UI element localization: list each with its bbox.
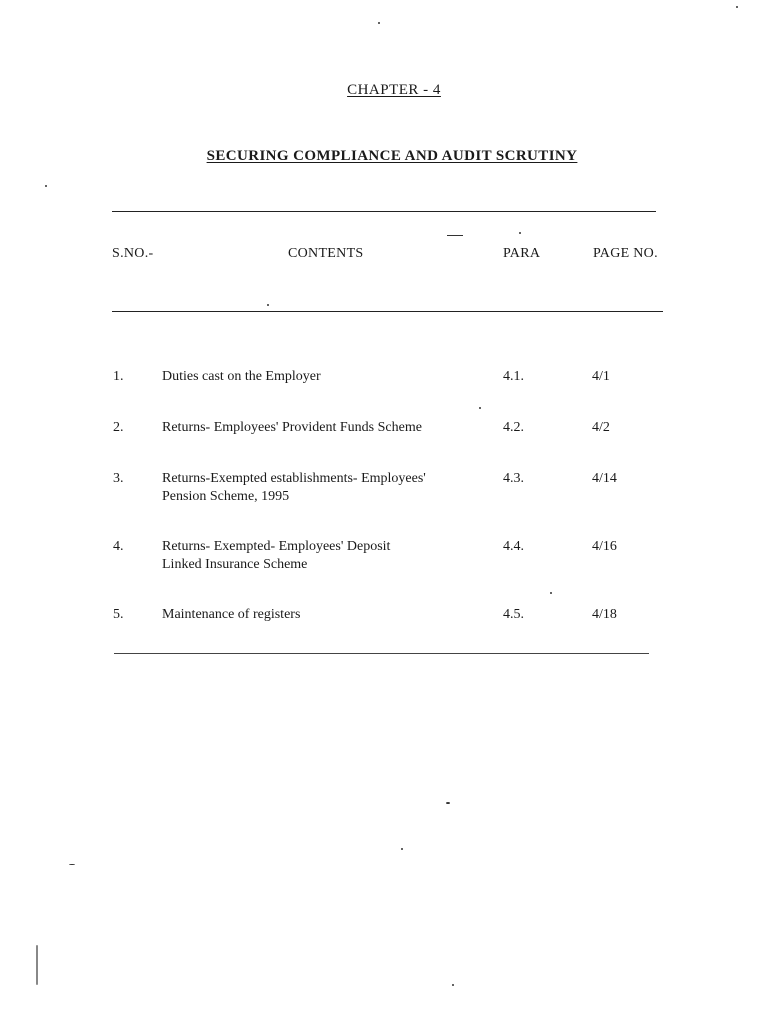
header-contents: CONTENTS — [288, 246, 364, 261]
scan-speck — [401, 848, 403, 850]
row-contents: Duties cast on the Employer — [162, 369, 321, 384]
scan-speck — [550, 592, 552, 594]
row-page-no: 4/2 — [592, 420, 610, 435]
header-page-no: PAGE NO. — [593, 246, 658, 261]
chapter-title-text: SECURING COMPLIANCE AND AUDIT SCRUTINY — [206, 148, 578, 164]
scan-speck — [736, 6, 738, 8]
row-contents-line-2: Linked Insurance Scheme — [162, 557, 308, 572]
row-para: 4.5. — [503, 607, 524, 622]
row-para: 4.2. — [503, 420, 524, 435]
row-sno: 4. — [113, 539, 124, 554]
scan-speck — [479, 407, 481, 409]
header-rule — [112, 311, 663, 312]
row-contents-line-2: Pension Scheme, 1995 — [162, 489, 290, 504]
row-contents: Returns- Employees' Provident Funds Scheme — [162, 420, 422, 435]
row-para: 4.1. — [503, 369, 524, 384]
row-page-no: 4/1 — [592, 369, 610, 384]
scan-speck — [378, 22, 380, 24]
scan-speck — [45, 185, 47, 187]
row-para: 4.3. — [503, 471, 524, 486]
bottom-rule — [114, 653, 649, 654]
scan-speck — [452, 984, 454, 986]
chapter-heading — [0, 82, 770, 99]
row-page-no: 4/16 — [592, 539, 617, 554]
row-sno: 2. — [113, 420, 124, 435]
stray-dash — [447, 235, 463, 236]
scan-edge-mark — [36, 945, 38, 985]
top-rule — [112, 211, 656, 212]
row-contents — [162, 538, 482, 574]
scan-speck — [267, 304, 269, 306]
row-contents-line-1: Returns- Exempted- Employees' Deposit — [162, 539, 391, 554]
row-contents-line-1: Returns-Exempted establishments- Employees' — [162, 471, 426, 486]
row-page-no: 4/14 — [592, 471, 617, 486]
header-sno: S.NO.- — [112, 246, 154, 261]
row-para: 4.4. — [503, 539, 524, 554]
row-sno: 1. — [113, 369, 124, 384]
scan-speck — [69, 864, 75, 865]
row-contents: Maintenance of registers — [162, 607, 301, 622]
row-page-no: 4/18 — [592, 607, 617, 622]
scan-speck — [446, 802, 450, 804]
row-contents — [162, 470, 482, 506]
chapter-title — [0, 148, 770, 165]
scan-speck — [519, 232, 521, 234]
chapter-heading-text: CHAPTER - 4 — [347, 82, 441, 98]
row-sno: 5. — [113, 607, 124, 622]
row-sno: 3. — [113, 471, 124, 486]
header-para: PARA — [503, 246, 541, 261]
